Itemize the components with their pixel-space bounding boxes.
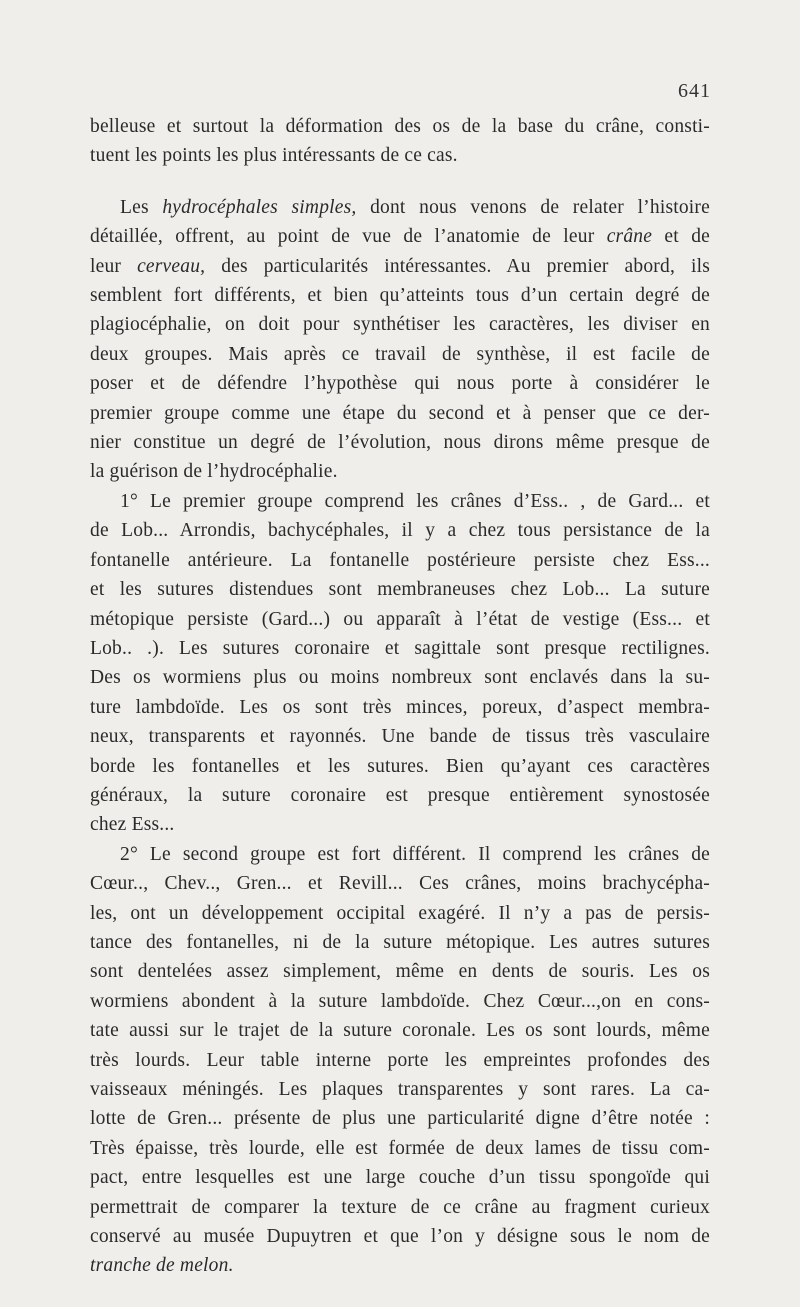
italic-text: crâne	[606, 226, 653, 248]
text-line: nier constitue un degré de l’évolution, nous dirons même presque de	[90, 432, 710, 454]
text-line: poser et de défendre l’hypothèse qui nous porte à considérer le	[90, 373, 710, 395]
text-line: borde les fontanelles et les sutures. Bien qu’ayant ces caractères	[90, 755, 710, 777]
text-line: et les sutures distendues sont membraneuses chez Lob... La suture	[90, 579, 710, 601]
italic-text: cerveau,	[137, 255, 206, 277]
text-line: belleuse et surtout la déformation des os de la base du crâne, consti-	[90, 116, 710, 137]
text-line: lotte de Gren... présente de plus une particularité digne d’être notée :	[90, 1108, 710, 1130]
text-line: deux groupes. Mais après ce travail de synthèse, il est facile de	[90, 343, 710, 365]
text-line: permettrait de comparer la texture de ce crâne au fragment curieux	[90, 1196, 710, 1218]
italic-text: tranche de melon.	[90, 1255, 234, 1277]
text-line: neux, transparents et rayonnés. Une bande de tissus très vasculaire	[90, 726, 710, 748]
text-line: Très épaisse, très lourde, elle est formée de deux lames de tissu com-	[90, 1137, 710, 1159]
page-number: 641	[678, 80, 711, 102]
text-line: Les hydrocéphales simples, dont nous venons de relater l’histoire	[120, 196, 710, 218]
paragraph	[90, 193, 710, 487]
text-line: fontanelle antérieure. La fontanelle postérieure persiste chez Ess...	[90, 549, 710, 571]
text-line: tance des fontanelles, ni de la suture métopique. Les autres sutures	[90, 931, 710, 953]
text-line: semblent fort différents, et bien qu’atteints tous d’un certain degré de	[90, 285, 710, 307]
text-line: ture lambdoïde. Les os sont très minces, poreux, d’aspect membra-	[90, 696, 710, 718]
paragraph	[90, 840, 710, 1281]
text-line: conservé au musée Dupuytren et que l’on y désigne sous le nom de	[90, 1226, 710, 1248]
text-line: généraux, la suture coronaire est presque entièrement synostosée	[90, 784, 710, 806]
text-line: premier groupe comme une étape du second et à penser que ce der-	[90, 402, 710, 424]
text-line: tuent les points les plus intéressants de ce cas.	[90, 145, 458, 167]
paragraph-gap	[90, 171, 710, 193]
text-line: chez Ess...	[90, 814, 175, 836]
italic-text: hydrocéphales simples,	[162, 196, 357, 218]
text-line: 2° Le second groupe est fort différent. Il comprend les crânes de	[120, 843, 710, 865]
text-line: tate aussi sur le trajet de la suture coronale. Les os sont lourds, même	[90, 1020, 710, 1042]
text-line: métopique persiste (Gard...) ou apparaît à l’état de vestige (Ess... et	[90, 608, 710, 630]
paragraph	[90, 487, 710, 840]
text-line: la guérison de l’hydrocéphalie.	[90, 461, 338, 483]
body-text	[90, 112, 710, 1281]
text-line: les, ont un développement occipital exagéré. Il n’y a pas de persis-	[90, 902, 710, 924]
text-line: Cœur.., Chev.., Gren... et Revill... Ces crânes, moins brachycépha-	[90, 873, 710, 895]
text-line: plagiocéphalie, on doit pour synthétiser les caractères, les diviser en	[90, 314, 710, 336]
text-line: wormiens abondent à la suture lambdoïde. Chez Cœur...,on en cons-	[90, 990, 710, 1012]
text-line: très lourds. Leur table interne porte les empreintes profondes des	[90, 1049, 710, 1071]
text-line: Lob.. .). Les sutures coronaire et sagittale sont presque rectilignes.	[90, 637, 710, 659]
text-line: leur cerveau, des particularités intéressantes. Au premier abord, ils	[90, 255, 710, 277]
text-line: Des os wormiens plus ou moins nombreux sont enclavés dans la su-	[90, 667, 710, 689]
text-line: pact, entre lesquelles est une large couche d’un tissu spongoïde qui	[90, 1167, 710, 1189]
paragraph	[90, 112, 710, 171]
text-line: sont dentelées assez simplement, même en dents de souris. Les os	[90, 961, 710, 983]
text-line: vaisseaux méningés. Les plaques transparentes y sont rares. La ca-	[90, 1079, 710, 1100]
text-line: 1° Le premier groupe comprend les crânes d’Ess.. , de Gard... et	[120, 490, 710, 512]
text-line	[90, 1251, 710, 1280]
text-line: de Lob... Arrondis, bachycéphales, il y a chez tous persistance de la	[90, 520, 710, 542]
text-line: détaillée, offrent, au point de vue de l’anatomie de leur crâne et de	[90, 226, 710, 248]
